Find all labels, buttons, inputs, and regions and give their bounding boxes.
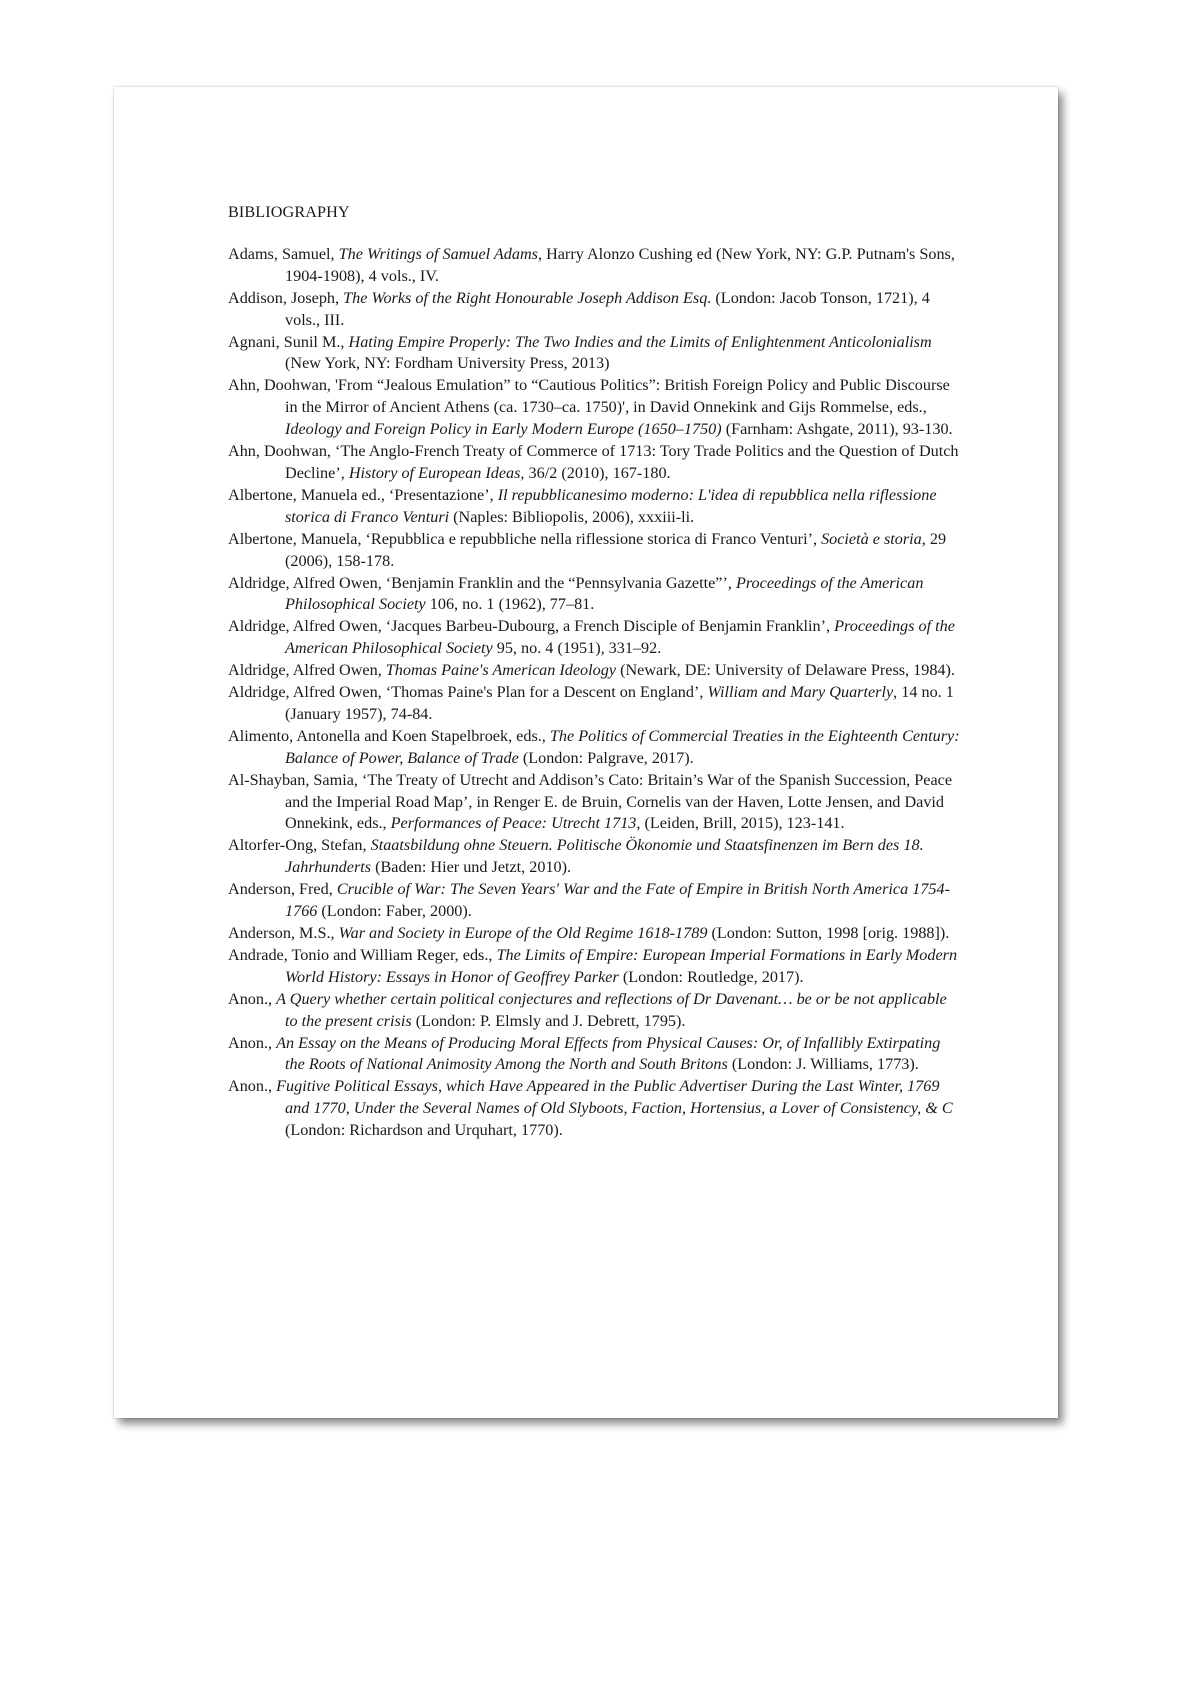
entry-publication-text: (London: P. Elmsly and J. Debrett, 1795). [411, 1011, 686, 1030]
entry-author-text: Adams, Samuel, [228, 244, 339, 263]
entry-author-text: Agnani, Sunil M., [228, 332, 349, 351]
bibliography-content [228, 202, 963, 1142]
entry-title: Staatsbildung ohne Steuern. Politische Ökonomie und Staatsfinenzen im Bern des 18. Jahrhunderts [285, 836, 924, 877]
entry-title: History of European Ideas, [348, 463, 525, 482]
document-page [114, 87, 1058, 1418]
bibliography-entry [228, 770, 963, 836]
bibliography-entry [228, 989, 963, 1033]
entry-author-text: Aldridge, Alfred Owen, [228, 661, 386, 680]
entry-publication-text: 36/2 (2010), 167-180. [524, 463, 671, 482]
entry-title: An Essay on the Means of Producing Moral Effects from Physical Causes: Or, of Infallibly Extirpating the Roots of National Animosity Among the North and South Britons [276, 1033, 941, 1074]
bibliography-entry [228, 529, 963, 573]
bibliography-entry [228, 616, 963, 660]
entry-publication-text: (Naples: Bibliopolis, 2006), xxxiii-li. [449, 507, 695, 526]
entry-publication-text: , 29 (2006), 158-178. [285, 529, 947, 570]
entry-title: The Works of the Right Honourable Joseph Addison Esq. [343, 288, 712, 307]
entry-title: The Writings of Samuel Adams [338, 244, 538, 263]
entry-title: William and Mary Quarterly [707, 683, 894, 702]
entry-title: Il repubblicanesimo moderno: L'idea di repubblica nella riflessione storica di Franco Venturi [285, 485, 937, 526]
entry-title: The Limits of Empire: European Imperial Formations in Early Modern World History: Essays in Honor of Geoffrey Parker [285, 945, 958, 986]
bibliography-entry [228, 573, 963, 617]
bibliography-entry [228, 1076, 963, 1142]
bibliography-entry [228, 835, 963, 879]
entry-title: Ideology and Foreign Policy in Early Modern Europe (1650–1750) [285, 420, 722, 439]
bibliography-entry [228, 923, 963, 945]
entry-publication-text: , Harry Alonzo Cushing ed (New York, NY: G.P. Putnam's Sons, 1904-1908), 4 vols., IV. [285, 244, 955, 285]
bibliography-entry [228, 288, 963, 332]
bibliography-list [228, 244, 963, 1142]
entry-title: Proceedings of the American Philosophical Society [285, 617, 955, 658]
bibliography-entry [228, 441, 963, 485]
entry-publication-text: 95, no. 4 (1951), 331–92. [492, 639, 662, 658]
entry-title: Thomas Paine's American Ideology [385, 661, 617, 680]
entry-publication-text: (New York, NY: Fordham University Press, 2013) [285, 354, 610, 373]
entry-title: Fugitive Political Essays, which Have Appeared in the Public Advertiser During the Last Winter, 1769 and 1770, Under the Several Names of Old Slyboots, Faction, Hortensius, a Lover of Consistency, & C [276, 1077, 953, 1118]
entry-author-text: Aldridge, Alfred Owen, ‘Benjamin Franklin and the “Pennsylvania Gazette”’, [228, 573, 736, 592]
entry-author-text: Al-Shayban, Samia, ‘The Treaty of Utrecht and Addison’s Cato: Britain’s War of the Spanish Succession, Peace and the Imperial Road Map’, in Renger E. de Bruin, Cornelis van der Haven, Lotte Jensen, and David Onnekink, eds., [228, 770, 953, 833]
bibliography-entry [228, 945, 963, 989]
entry-publication-text: (London: Faber, 2000). [317, 902, 472, 921]
bibliography-entry [228, 682, 963, 726]
entry-author-text: Alimento, Antonella and Koen Stapelbroek, eds., [228, 726, 550, 745]
entry-title: War and Society in Europe of the Old Regime 1618-1789 [338, 924, 708, 942]
bibliography-entry [228, 375, 963, 441]
entry-author-text: Anon., [228, 989, 277, 1008]
entry-title: Società e storia [821, 529, 922, 548]
entry-title: The Politics of Commercial Treaties in the Eighteenth Century: Balance of Power, Balance of Trade [285, 726, 960, 767]
bibliography-entry [228, 485, 963, 529]
entry-author-text: Andrade, Tonio and William Reger, eds., [228, 945, 497, 964]
bibliography-entry [228, 1033, 963, 1077]
entry-author-text: Aldridge, Alfred Owen, ‘Thomas Paine's Plan for a Descent on England’, [228, 683, 708, 702]
entry-publication-text: (London: Richardson and Urquhart, 1770). [285, 1121, 563, 1140]
entry-author-text: Anon., [228, 1033, 277, 1052]
entry-publication-text: (London: Palgrave, 2017). [518, 748, 694, 767]
bibliography-entry [228, 660, 963, 682]
entry-publication-text: , (Leiden, Brill, 2015), 123-141. [636, 814, 845, 833]
entry-publication-text: (Farnham: Ashgate, 2011), 93-130. [721, 420, 953, 439]
entry-title: Proceedings of the American Philosophical Society [285, 573, 924, 614]
page-title: BIBLIOGRAPHY [228, 203, 350, 221]
entry-publication-text: (London: Routledge, 2017). [618, 967, 804, 986]
entry-author-text: Anderson, Fred, [228, 880, 337, 899]
entry-author-text: Addison, Joseph, [228, 288, 344, 307]
entry-publication-text: 106, no. 1 (1962), 77–81. [425, 595, 595, 614]
bibliography-entry [228, 332, 963, 376]
entry-title: Performances of Peace: Utrecht 1713 [390, 814, 637, 833]
entry-author-text: Anderson, M.S., [228, 924, 339, 942]
entry-publication-text: , 14 no. 1 (January 1957), 74-84. [285, 683, 954, 723]
bibliography-entry [228, 726, 963, 770]
bibliography-entry [228, 879, 963, 923]
entry-publication-text: (London: Jacob Tonson, 1721), 4 vols., III. [285, 288, 930, 329]
entry-author-text: Ahn, Doohwan, ‘The Anglo-French Treaty of Commerce of 1713: Tory Trade Politics and the Question of Dutch Decline’, [228, 442, 959, 482]
bibliography-entry [228, 244, 963, 288]
entry-author-text: Ahn, Doohwan, 'From “Jealous Emulation” to “Cautious Politics”: British Foreign Policy and Public Discourse in the Mirror of Ancient Athens (ca. 1730–ca. 1750)', in David Onnekink and Gijs Rommelse, eds., [228, 376, 950, 417]
entry-title: A Query whether certain political conjectures and reflections of Dr Davenant… be or be not applicable to the present crisis [276, 989, 947, 1030]
entry-author-text: Albertone, Manuela ed., ‘Presentazione’, [228, 485, 498, 504]
entry-author-text: Anon., [228, 1077, 277, 1096]
entry-title: Hating Empire Properly: The Two Indies and the Limits of Enlightenment Anticolonialism [348, 332, 932, 351]
entry-publication-text: (London: J. Williams, 1773). [727, 1055, 919, 1074]
entry-title: Crucible of War: The Seven Years' War and the Fate of Empire in British North America 1754-1766 [285, 880, 950, 921]
entry-publication-text: (Newark, DE: University of Delaware Press, 1984). [616, 661, 955, 680]
entry-author-text: Albertone, Manuela, ‘Repubblica e repubbliche nella riflessione storica di Franco Venturi’, [228, 529, 822, 548]
entry-author-text: Aldridge, Alfred Owen, ‘Jacques Barbeu-Dubourg, a French Disciple of Benjamin Franklin’, [228, 617, 835, 636]
entry-publication-text: (Baden: Hier und Jetzt, 2010). [371, 858, 572, 877]
entry-publication-text: (London: Sutton, 1998 [orig. 1988]). [707, 924, 950, 942]
entry-author-text: Altorfer-Ong, Stefan, [228, 836, 371, 855]
